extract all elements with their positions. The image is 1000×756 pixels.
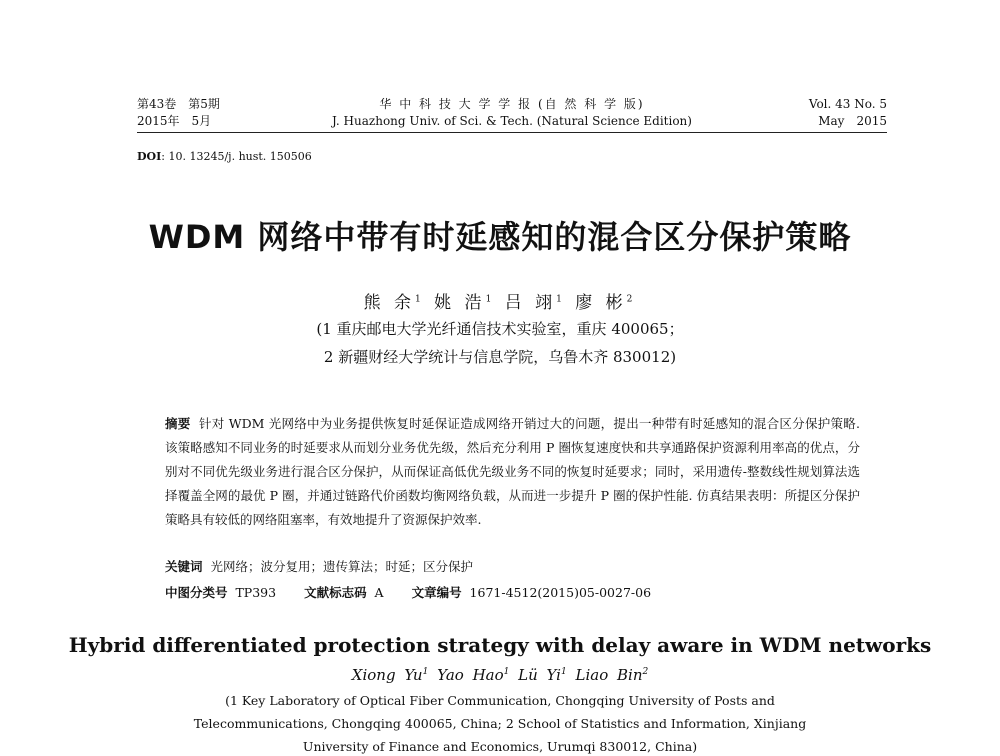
- author-cn: 廖 彬$^2$: [575, 293, 637, 313]
- affiliation-en-line: University of Finance and Economics, Urumqi 830012, China): [302, 739, 698, 754]
- doi-line: DOI: 10. 13245/j. hust. 150506: [137, 150, 312, 163]
- journal-name-cn: 华 中 科 技 大 学 学 报 (自 然 科 学 版): [379, 97, 645, 111]
- keywords-text: 光网络；波分复用；遗传算法；时延；区分保护: [210, 559, 473, 574]
- author-en: Lü Yi$^1$: [518, 666, 567, 684]
- volume-issue: 第43卷 第5期: [137, 97, 220, 111]
- authors-en: [0, 666, 1000, 684]
- year-month: 2015年 5月: [137, 114, 212, 128]
- author-cn: 吕 翊$^1$: [504, 293, 566, 313]
- author-en: Liao Bin$^2$: [575, 666, 649, 684]
- clc-value: TP393: [235, 585, 277, 600]
- abstract-cn: [165, 412, 860, 532]
- doc-code-value: A: [374, 585, 384, 600]
- abstract-text: 针对 WDM 光网络中为业务提供恢复时延保证造成网络开销过大的问题，提出一种带有时延感知的混合区分保护策略. 该策略感知不同业务的时延要求从而划分业务优先级，然后充分利用 P 圈恢复速度快和共享通路保护资源利用率高的优点，分别对不同优先级业务进行混合区分保护，从而保证高低优先级业务不同的恢复时延要求；同时，采用遗传-整数线性规划算法选择覆盖全网的最优 P 圈，并通过链路代价函数均衡网络负载，从而进一步提升 P 圈的保护性能. 仿真结果表明：所提区分保护策略具有较低的网络阻塞率，有效地提升了资源保护效率.: [165, 416, 860, 527]
- journal-name-en: J. Huazhong Univ. of Sci. & Tech. (Natural Science Edition): [332, 114, 692, 128]
- affiliation-cn-line: (1 重庆邮电大学光纤通信技术实验室，重庆 400065；: [316, 320, 684, 338]
- doc-code-label: 文献标志码: [304, 585, 367, 600]
- affiliation-en-line: Telecommunications, Chongqing 400065, China; 2 School of Statistics and Information, Xinjiang: [193, 716, 807, 731]
- header-rule: [137, 132, 887, 133]
- article-no-value: 1671-4512(2015)05-0027-06: [469, 585, 652, 600]
- article-no-label: 文章编号: [411, 585, 462, 600]
- paper-title-cn: WDM 网络中带有时延感知的混合区分保护策略: [148, 218, 852, 256]
- author-cn: 姚 浩$^1$: [434, 293, 496, 313]
- doi-value: 10. 13245/j. hust. 150506: [168, 150, 312, 163]
- affiliation-cn-line: 2 新疆财经大学统计与信息学院，乌鲁木齐 830012): [323, 348, 677, 366]
- authors-cn: [0, 288, 1000, 313]
- keywords-label: 关键词: [165, 559, 203, 574]
- keywords-cn: [165, 557, 473, 575]
- paper-title-en: Hybrid differentiated protection strategy with delay aware in WDM networks: [68, 633, 932, 657]
- doi-label: DOI: [137, 150, 162, 163]
- author-cn: 熊 余$^1$: [363, 293, 425, 313]
- date-en: May 2015: [818, 114, 887, 128]
- author-en: Xiong Yu$^1$: [351, 666, 429, 684]
- abstract-label: 摘要: [165, 416, 191, 431]
- author-en: Yao Hao$^1$: [437, 666, 510, 684]
- affiliation-en-line: (1 Key Laboratory of Optical Fiber Communication, Chongqing University of Posts and: [225, 693, 775, 708]
- classification-line: [165, 583, 651, 601]
- clc-label: 中图分类号: [165, 585, 228, 600]
- volume-number-en: Vol. 43 No. 5: [808, 97, 887, 111]
